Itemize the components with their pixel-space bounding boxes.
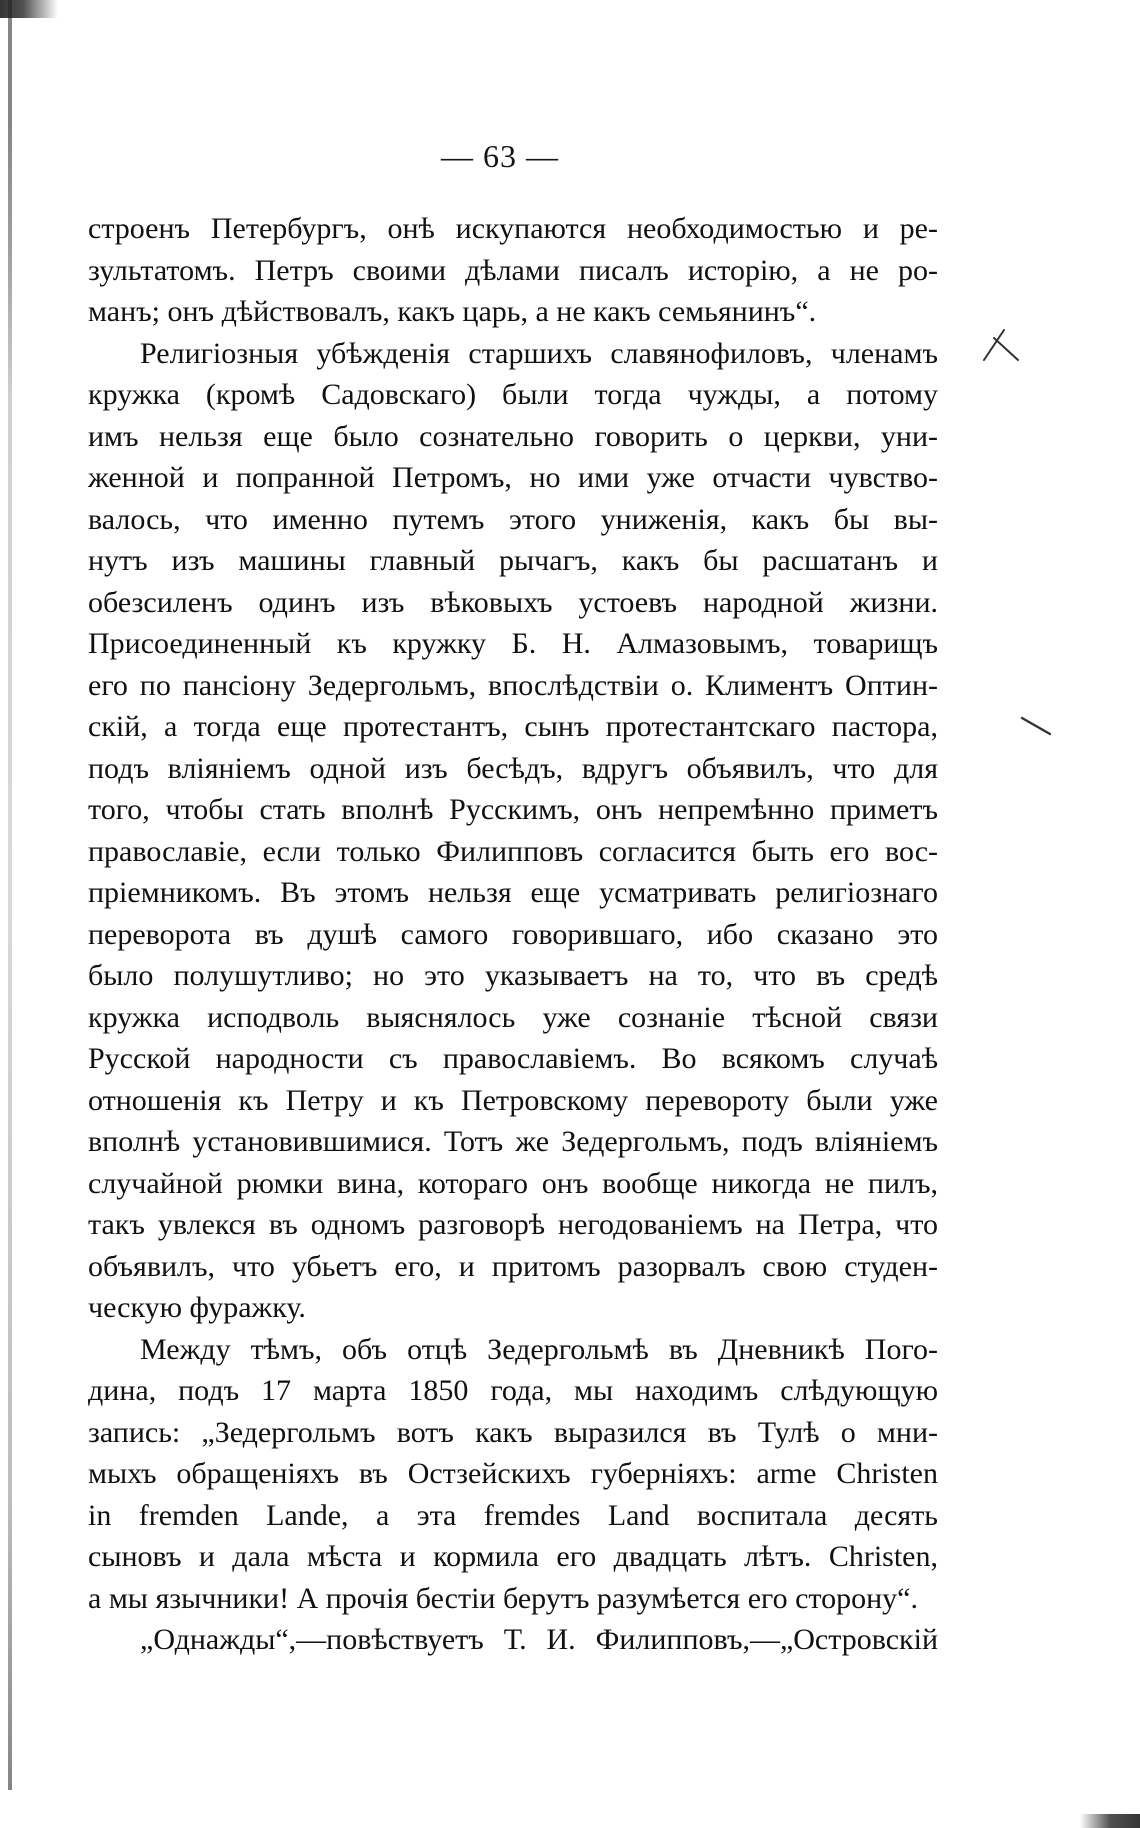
pencil-cross-mark <box>978 322 1022 366</box>
text-line: Русской народности съ православіемъ. Во всякомъ случаѣ <box>88 1042 938 1075</box>
text-line: а мы язычники! А прочія бестіи берутъ разумѣется его сторону“. <box>88 1581 918 1615</box>
text-line: валось, что именно путемъ этого униженія, какъ бы вы- <box>88 502 938 536</box>
text-line: его по пансіону Зедергольмъ, впослѣдствіи о. Климентъ Оптин- <box>88 668 938 702</box>
text-line: запись: „Зедергольмъ вотъ какъ выразился въ Тулѣ о мни- <box>88 1415 938 1449</box>
text-line: мыхъ обращеніяхъ въ Остзейскихъ губерніяхъ: arme Christen <box>88 1457 938 1490</box>
text-line: in fremden Lande, а эта fremdes Land воспитала десять <box>88 1498 938 1532</box>
scan-edge-mark <box>1080 1814 1140 1828</box>
text-line: того, чтобы стать вполнѣ Русскимъ, онъ непремѣнно приметъ <box>88 793 938 826</box>
body-text <box>88 208 938 1661</box>
pencil-dash-mark <box>1020 714 1056 738</box>
text-line: такъ увлекся въ одномъ разговорѣ негодованіемъ на Петра, что <box>88 1208 938 1241</box>
text-line: дина, подъ 17 марта 1850 года, мы находимъ слѣдующую <box>88 1374 938 1407</box>
text-line: отношенія къ Петру и къ Петровскому перевороту были уже <box>88 1083 938 1117</box>
text-line: пріемникомъ. Въ этомъ нельзя еще усматривать религіознаго <box>88 876 938 909</box>
text-line: кружка (кромѣ Садовскаго) были тогда чужды, а потому <box>88 378 938 411</box>
text-line: Присоединенный къ кружку Б. Н. Алмазовымъ, товарищъ <box>88 627 938 660</box>
page-number: — 63 — <box>441 138 559 174</box>
text-line: случайной рюмки вина, котораго онъ вообще никогда не пилъ, <box>88 1166 938 1200</box>
text-line: женной и попранной Петромъ, но ими уже отчасти чувство- <box>88 461 938 494</box>
text-line: обезсиленъ одинъ изъ вѣковыхъ устоевъ народной жизни. <box>88 585 938 619</box>
text-line: переворота въ душѣ самого говорившаго, ибо сказано это <box>88 917 938 951</box>
text-line: имъ нельзя еще было сознательно говорить о церкви, уни- <box>88 419 938 453</box>
text-line: строенъ Петербургъ, онѣ искупаются необходимостью и ре- <box>88 212 938 245</box>
text-line: кружка исподволь выяснялось уже сознаніе тѣсной связи <box>88 1000 938 1034</box>
text-line: подъ вліяніемъ одной изъ бесѣдъ, вдругъ объявилъ, что для <box>88 751 938 785</box>
text-line: православіе, если только Филипповъ согласится быть его вос- <box>88 834 938 868</box>
text-line: сыновъ и дала мѣста и кормила его двадцать лѣтъ. Christen, <box>88 1540 938 1573</box>
scan-spine-shadow <box>8 0 12 1790</box>
text-line: манъ; онъ дѣйствовалъ, какъ царь, а не какъ семьянинъ“. <box>88 295 817 328</box>
text-line: объявилъ, что убьетъ его, и притомъ разорвалъ свою студен- <box>88 1249 938 1283</box>
text-line: ческую фуражку. <box>88 1291 306 1324</box>
text-line: было полушутливо; но это указываетъ на то, что въ средѣ <box>88 959 938 992</box>
text-line: Религіозныя убѣжденія старшихъ славянофиловъ, членамъ <box>140 336 938 370</box>
text-line: вполнѣ установившимися. Тотъ же Зедергольмъ, подъ вліяніемъ <box>88 1125 938 1158</box>
text-line: зультатомъ. Петръ своими дѣлами писалъ исторію, а не ро- <box>88 253 938 287</box>
text-line: „Однажды“,—повѣствуетъ Т. И. Филипповъ,—„Островскій <box>140 1623 938 1656</box>
text-line: Между тѣмъ, объ отцѣ Зедергольмѣ въ Дневникѣ Пого- <box>140 1332 938 1366</box>
text-line: скій, а тогда еще протестантъ, сынъ протестантскаго пастора, <box>88 710 938 743</box>
text-line: нутъ изъ машины главный рычагъ, какъ бы расшатанъ и <box>88 544 938 577</box>
